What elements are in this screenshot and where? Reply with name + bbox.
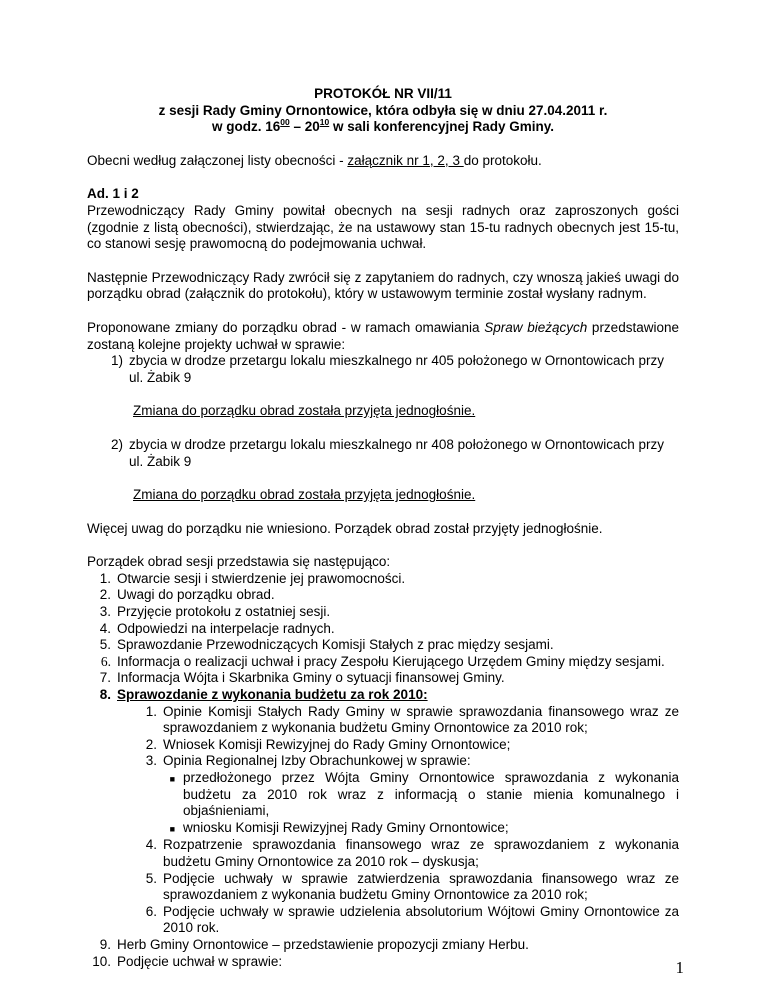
proposal-item (97, 353, 679, 386)
budget-item (135, 837, 679, 870)
budget-number: 6. (145, 903, 157, 919)
budget-number: 4. (145, 837, 157, 853)
budget-number: 3. (145, 753, 157, 769)
ad-paragraph-greeting: Przewodniczący Rady Gminy powitał obecnych na sesji radnych oraz zaproszonych gości (zgodnie z listą obecności), stwierdzając, że na ustawowy stan 15-tu radnych obecnych jest 15-tu, co stanowi sesję prawomocną do podejmowania uchwał. (87, 202, 679, 252)
agenda-intro: Porządek obrad sesji przedstawia się następująco: (87, 554, 391, 570)
agenda-list-continued (87, 937, 679, 970)
budget-sublist (135, 704, 679, 770)
rio-bullet-list (157, 770, 679, 837)
agenda-item (87, 954, 679, 971)
agenda-item (87, 670, 679, 687)
budget-text: Rozpatrzenie sprawozdania finansowego wraz ze sprawozdaniem z wykonania budżetu Gminy Ornontowice za 2010 rok – dyskusja; (163, 837, 679, 869)
budget-number: 1. (145, 703, 157, 719)
agenda-number: 8. (99, 687, 111, 703)
document-body (87, 86, 679, 970)
budget-number: 2. (145, 736, 157, 752)
proposal-number: 2) (110, 436, 123, 452)
agenda-item (87, 937, 679, 954)
budget-item (135, 904, 679, 937)
ad-paragraph-proposed (87, 320, 679, 353)
bullet-square-icon: ■ (169, 823, 175, 834)
budget-text: Podjęcie uchwały w sprawie zatwierdzenia sprawozdania finansowego wraz ze sprawozdaniem z wykonania budżetu Gminy Ornontowice za 2010 rok; (163, 870, 679, 903)
proposal-number: 1) (110, 353, 123, 369)
budget-item (135, 871, 679, 904)
protocol-title: PROTOKÓŁ NR VII/11 (314, 86, 452, 101)
agenda-list (87, 571, 679, 704)
proposed-text: Proponowane zmiany do porządku obrad - w ramach omawiania (87, 319, 485, 335)
budget-item (135, 753, 679, 770)
agenda-number: 4. (99, 620, 111, 636)
agenda-number: 6. (100, 653, 111, 669)
agenda-item (87, 604, 679, 621)
budget-sublist-continued (135, 837, 679, 937)
no-remarks-line: Więcej uwag do porządku nie wniesiono. Porządek obrad został przyjęty jednogłośnie. (87, 520, 603, 536)
end-minutes: 10 (319, 117, 330, 128)
agenda-item (87, 654, 679, 671)
attendance-text: Obecni według załączonej listy obecności - (87, 152, 348, 168)
proposal-result: Zmiana do porządku obrad została przyjęta jednogłośnie. (133, 487, 476, 503)
agenda-text: Otwarcie sesji i stwierdzenie jej prawomocności. (117, 570, 406, 586)
agenda-text: Przyjęcie protokołu z ostatniej sesji. (117, 604, 331, 620)
proposal-row (97, 437, 679, 470)
protocol-header (87, 86, 679, 136)
budget-text: Wniosek Komisji Rewizyjnej do Rady Gminy Ornontowice; (163, 736, 511, 752)
session-venue: w sali konferencyjnej Rady Gminy. (329, 119, 555, 135)
bullet-text: wniosku Komisji Rewizyjnej Rady Gminy Ornontowice; (183, 819, 509, 835)
attendance-line (87, 153, 679, 170)
agenda-item (87, 621, 679, 638)
proposal-item (97, 437, 679, 470)
time-dash: – 20 (289, 119, 320, 135)
agenda-number: 2. (99, 587, 111, 603)
proposed-suffix: przedstawione zostaną kolejne projekty uchwał w sprawie: (87, 319, 679, 352)
proposal-text: zbycia w drodze przetargu lokalu mieszkalnego nr 408 położonego w Ornontowicach przy ul. Żabik 9 (129, 436, 665, 469)
agenda-item (87, 587, 679, 604)
agenda-number: 10. (92, 953, 111, 969)
budget-number: 5. (145, 870, 157, 886)
rio-bullet-item (157, 770, 679, 820)
proposal-row (97, 353, 679, 386)
agenda-number: 3. (99, 604, 111, 620)
agenda-text: Uwagi do porządku obrad. (117, 587, 275, 603)
agenda-number: 9. (99, 936, 111, 952)
session-info: z sesji Rady Gminy Ornontowice, która odbyła się w dniu 27.04.2011 r. (158, 102, 608, 118)
proposal-text: zbycia w drodze przetargu lokalu mieszkalnego nr 405 położonego w Ornontowicach przy ul. Żabik 9 (129, 353, 665, 385)
budget-item (135, 704, 679, 737)
agenda-text: Informacja Wójta i Skarbnika Gminy o sytuacji finansowej Gminy. (117, 670, 505, 686)
time-prefix: w godz. 16 (211, 119, 281, 135)
agenda-item (87, 571, 679, 588)
agenda-text: Herb Gminy Ornontowice – przedstawienie propozycji zmiany Herbu. (117, 936, 529, 952)
agenda-number: 7. (99, 670, 111, 686)
agenda-item (87, 637, 679, 654)
agenda-text: Odpowiedzi na interpelacje radnych. (117, 620, 335, 636)
budget-item (135, 737, 679, 754)
proposed-italic: Spraw bieżących (484, 319, 588, 335)
agenda-text: Podjęcie uchwał w sprawie: (117, 953, 283, 969)
page-number: 1 (675, 958, 684, 977)
ad-heading: Ad. 1 i 2 (87, 186, 139, 202)
ad-paragraph-remarks: Następnie Przewodniczący Rady zwrócił się z zapytaniem do radnych, czy wnoszą jakieś uwagi do porządku obrad (załącznik do protokołu), który w ustawowym terminie został wysłany radnym. (87, 269, 679, 302)
bullet-square-icon: ■ (169, 774, 175, 784)
agenda-text: Informacja o realizacji uchwał i pracy Zespołu Kierującego Urzędem Gminy między sesjami. (117, 653, 665, 669)
agenda-number: 5. (99, 637, 111, 653)
agenda-text: Sprawozdanie z wykonania budżetu za rok 2010: (117, 687, 428, 703)
budget-text: Podjęcie uchwały w sprawie udzielenia absolutorium Wójtowi Gminy Ornontowice za 2010 rok. (163, 903, 679, 936)
proposal-result: Zmiana do porządku obrad została przyjęta jednogłośnie. (133, 403, 476, 419)
agenda-number: 1. (99, 570, 111, 586)
session-time (87, 119, 679, 136)
attendance-attachment: załącznik nr 1, 2, 3 (347, 152, 464, 168)
start-minutes: 00 (280, 117, 290, 128)
agenda-text: Sprawozdanie Przewodniczących Komisji Stałych z prac między sesjami. (117, 637, 554, 653)
attendance-suffix: do protokołu. (463, 152, 542, 168)
agenda-item-budget (87, 687, 679, 704)
bullet-text: przedłożonego przez Wójta Gminy Ornontowice sprawozdania z wykonania budżetu za 2010 rok wraz z informacją o stanie mienia komunalnego i objaśnieniami, (183, 770, 679, 819)
budget-text: Opinie Komisji Stałych Rady Gminy w sprawie sprawozdania finansowego wraz ze sprawozdaniem z wykonania budżetu Gminy Ornontowice za 2010 rok; (163, 703, 679, 736)
rio-bullet-item (157, 820, 679, 838)
budget-text: Opinia Regionalnej Izby Obrachunkowej w sprawie: (163, 753, 471, 769)
